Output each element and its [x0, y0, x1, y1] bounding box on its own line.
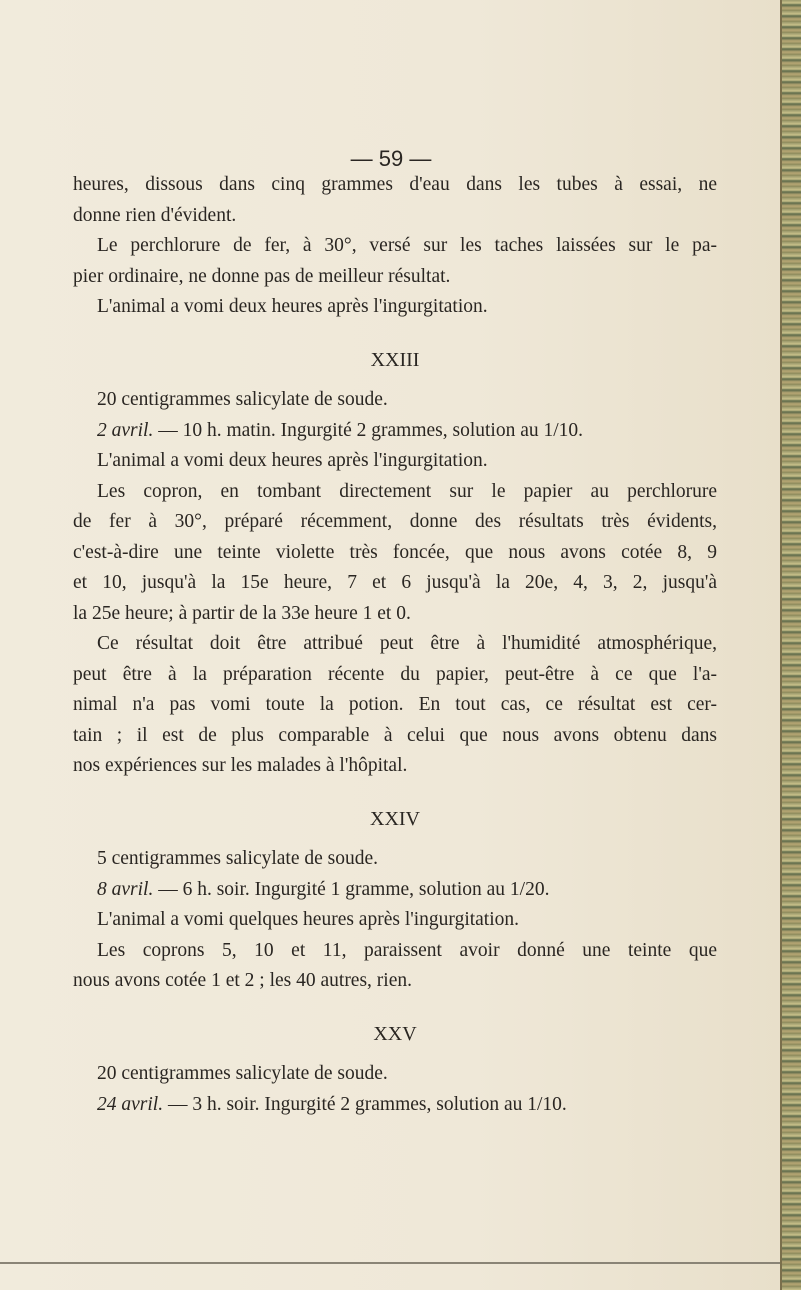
- entry-text: — 3 h. soir. Ingurgité 2 grammes, solution au 1/10.: [163, 1093, 567, 1115]
- text-line: donne rien d'évident.: [73, 204, 237, 226]
- text-line: Ce résultat doit être attribué peut être à l'humidité atmosphérique,: [97, 633, 717, 654]
- entry-date: 24 avril.: [97, 1093, 164, 1115]
- text-line: L'animal a vomi deux heures après l'ingurgitation.: [97, 450, 488, 471]
- book-binding-edge: [780, 0, 801, 1290]
- text-line: Les coprons 5, 10 et 11, paraissent avoir donné une teinte que: [97, 939, 717, 961]
- text-line: et 10, jusqu'à la 15e heure, 7 et 6 jusqu'à la 20e, 4, 3, 2, jusqu'à: [73, 572, 717, 593]
- text-line: 5 centigrammes salicylate de soude.: [97, 848, 379, 869]
- text-line: peut être à la préparation récente du papier, peut-être à ce que l'a-: [73, 663, 717, 685]
- text-line: pier ordinaire, ne donne pas de meilleur résultat.: [73, 265, 451, 287]
- page-body: [73, 170, 717, 1120]
- section-heading-xxv: XXV: [373, 1022, 417, 1045]
- text-line: L'animal a vomi deux heures après l'ingurgitation.: [97, 296, 488, 317]
- page-number: — 59 —: [350, 146, 432, 171]
- text-line: de fer à 30°, préparé récemment, donne des résultats très évidents,: [73, 511, 717, 532]
- text-line: nous avons cotée 1 et 2 ; les 40 autres, rien.: [73, 970, 412, 991]
- text-line: 20 centigrammes salicylate de soude.: [97, 1063, 388, 1084]
- text-line: heures, dissous dans cinq grammes d'eau dans les tubes à essai, ne: [73, 174, 717, 195]
- text-line: la 25e heure; à partir de la 33e heure 1 et 0.: [73, 602, 411, 624]
- text-line: L'animal a vomi quelques heures après l'ingurgitation.: [97, 909, 520, 930]
- text-line: Le perchlorure de fer, à 30°, versé sur les taches laissées sur le pa-: [97, 235, 717, 256]
- text-line: [73, 1090, 717, 1121]
- entry-text: — 6 h. soir. Ingurgité 1 gramme, solution au 1/20.: [153, 878, 550, 900]
- page-bottom-rule: [0, 1262, 782, 1264]
- text-line: c'est-à-dire une teinte violette très foncée, que nous avons cotée 8, 9: [73, 541, 717, 563]
- text-line: nimal n'a pas vomi toute la potion. En tout cas, ce résultat est cer-: [73, 694, 717, 715]
- entry-date: 2 avril.: [97, 419, 154, 441]
- section-heading-xxiii: XXIII: [370, 348, 420, 371]
- entry-text: — 10 h. matin. Ingurgité 2 grammes, solution au 1/10.: [153, 419, 584, 441]
- section-heading-xxiv: XXIV: [370, 807, 420, 830]
- entry-date: 8 avril.: [97, 878, 154, 900]
- text-line: nos expériences sur les malades à l'hôpital.: [73, 755, 408, 776]
- text-line: tain ; il est de plus comparable à celui que nous avons obtenu dans: [73, 724, 717, 746]
- text-line: [73, 416, 717, 447]
- text-line: Les copron, en tombant directement sur le papier au perchlorure: [97, 480, 717, 502]
- text-line: 20 centigrammes salicylate de soude.: [97, 389, 388, 410]
- text-line: [73, 875, 717, 906]
